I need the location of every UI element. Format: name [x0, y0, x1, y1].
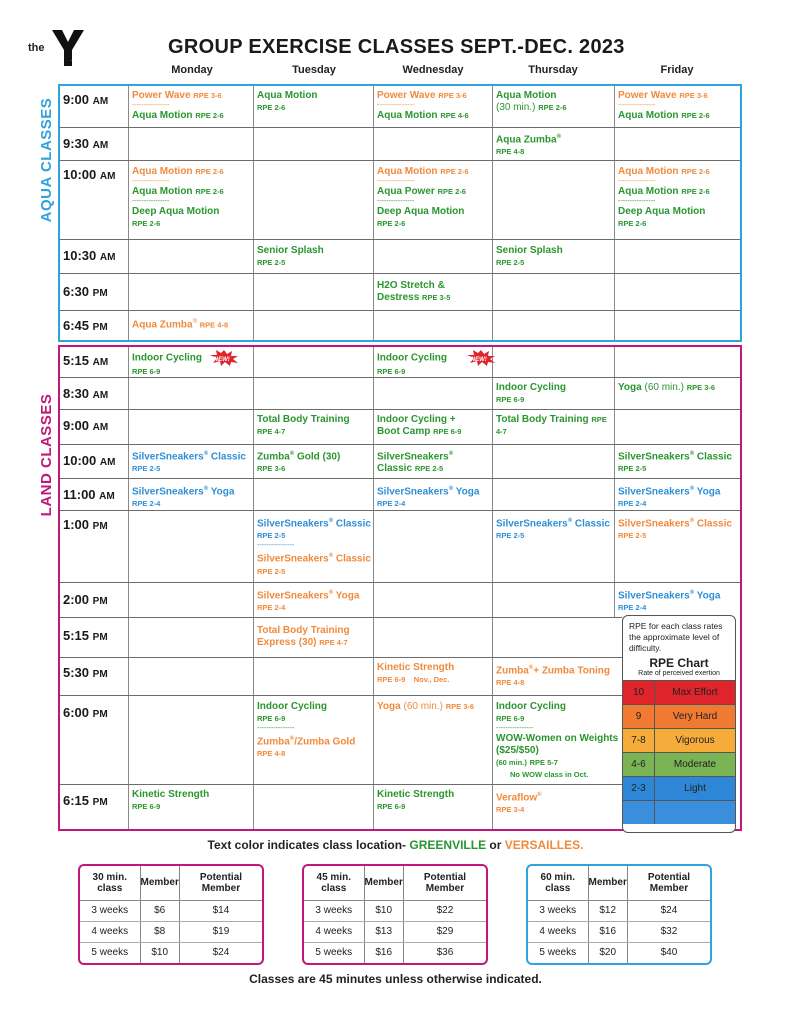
class-cell: Indoor Cycling RPE 6-9 ---------------- WOW-Women on Weights ($25/$50) (60 min.) RPE 5-7 No WOW class in Oct. — [496, 701, 619, 779]
table-row — [528, 921, 710, 942]
time-label: 6:00 PM — [63, 705, 108, 720]
table-row — [528, 942, 710, 963]
rpe-label — [655, 801, 735, 824]
time-label: 9:30 AM — [63, 136, 109, 151]
time-label: 1:00 PM — [63, 517, 108, 532]
rpe-level: 7-8 — [623, 729, 655, 752]
pricing-cell: $36 — [436, 947, 454, 959]
rpe-label: Light — [684, 783, 706, 794]
day-thursday: Thursday — [528, 64, 578, 76]
rpe-label: Moderate — [673, 759, 717, 770]
day-monday: Monday — [171, 64, 213, 76]
grid-line — [60, 160, 740, 161]
rpe-row — [623, 776, 735, 800]
time-label: 5:15 PM — [63, 628, 108, 643]
pricing-cell: $24 — [212, 947, 230, 959]
grid-line — [60, 617, 622, 618]
grid-line — [492, 347, 493, 829]
class-cell: Veraflow® RPE 3-4 — [496, 792, 542, 815]
pricing-header-cell: 45 min. class — [304, 866, 364, 900]
class-cell: Total Body Training Express (30) RPE 4-7 — [257, 625, 350, 648]
table-row — [80, 921, 262, 942]
pricing-header-cell: Member — [588, 866, 627, 900]
grid-line — [60, 310, 740, 311]
grid-line — [60, 239, 740, 240]
time-label: 5:30 PM — [63, 665, 108, 680]
day-tuesday: Tuesday — [292, 64, 336, 76]
class-cell: Indoor Cycling RPE 6-9 ---------------- Zumba®/Zumba Gold RPE 4-8 — [257, 701, 356, 759]
class-cell: Indoor Cycling RPE 6-9 — [496, 382, 566, 404]
pricing-cell: $40 — [660, 947, 678, 959]
time-label: 10:30 AM — [63, 248, 116, 263]
time-label: 9:00 AM — [63, 92, 109, 107]
grid-line — [492, 86, 493, 340]
class-cell: H2O Stretch & Destress RPE 3-5 — [377, 280, 451, 303]
grid-line — [253, 347, 254, 829]
class-cell: SilverSneakers® Classic RPE 2-5 — [496, 518, 610, 541]
pricing-cell: 5 weeks — [528, 942, 588, 963]
pricing-cell: $10 — [140, 942, 179, 963]
duration-footnote: Classes are 45 minutes unless otherwise indicated. — [249, 972, 542, 986]
rpe-level — [623, 801, 655, 824]
class-cell: SilverSneakers® Classic RPE 2-5 — [132, 451, 246, 474]
rpe-label: Very Hard — [672, 711, 718, 722]
grid-line — [373, 86, 374, 340]
pricing-cell: $29 — [403, 921, 486, 942]
class-cell: SilverSneakers® Classic RPE 2-5 — [618, 518, 732, 541]
grid-line — [60, 273, 740, 274]
ymca-y-icon — [50, 28, 86, 68]
pricing-header-cell: 30 min. class — [80, 866, 140, 900]
grid-line — [614, 86, 615, 340]
time-label: 10:00 AM — [63, 453, 116, 468]
rpe-level: 2-3 — [623, 777, 655, 800]
table-row — [304, 942, 486, 963]
rpe-row — [623, 800, 735, 824]
class-cell: SilverSneakers® Yoga RPE 2-4 — [618, 486, 721, 509]
pricing-cell: $13 — [364, 921, 403, 942]
class-cell: Zumba®+ Zumba Toning RPE 4-8 — [496, 665, 610, 688]
time-label: 9:00 AM — [63, 418, 109, 433]
class-cell: Aqua Motion RPE 2-6 — [257, 90, 318, 112]
location-notice: Text color indicates class location- GREENVILLE or VERSAILLES. — [207, 838, 584, 852]
pricing-cell: 4 weeks — [528, 921, 588, 942]
grid-line — [128, 86, 129, 340]
class-cell: Aqua Motion RPE 2-6 ---------------- Aqua Power RPE 2-6 ---------------- Deep Aqua Motion RPE 2-6 — [377, 166, 469, 228]
grid-line — [60, 409, 740, 410]
grid-line — [60, 582, 740, 583]
time-label: 2:00 PM — [63, 592, 108, 607]
pricing-cell: $19 — [179, 921, 262, 942]
pricing-cell: 3 weeks — [528, 900, 588, 921]
grid-line — [60, 784, 622, 785]
logo-ymca-text: YMCA — [70, 49, 79, 63]
pricing-header-cell: Potential Member — [627, 866, 710, 900]
class-cell: Total Body Training RPE 4-7 — [257, 414, 350, 436]
rpe-level: 4-6 — [623, 753, 655, 776]
grid-line — [373, 347, 374, 829]
class-cell: Power Wave RPE 3-6 ---------------- Aqua Motion RPE 2-6 — [132, 90, 224, 121]
class-cell: Total Body Training RPE 4-7 — [496, 414, 607, 436]
pricing-header-cell: Potential Member — [403, 866, 486, 900]
day-friday: Friday — [660, 64, 694, 76]
class-cell: Yoga (60 min.) RPE 3-6 — [618, 382, 716, 393]
rpe-intro-text: RPE for each class rates the approximate level of difficulty. — [629, 621, 723, 653]
pricing-cell: $22 — [403, 900, 486, 921]
rpe-row — [623, 752, 735, 776]
class-cell: SilverSneakers® Yoga RPE 2-4 — [132, 486, 235, 509]
class-cell: Indoor Cycling NEW! RPE 6-9 — [377, 350, 496, 378]
pricing-cell: 5 weeks — [80, 942, 140, 963]
aqua-classes-label: AQUA CLASSES — [38, 97, 55, 223]
rpe-row — [623, 680, 735, 704]
pricing-table-30min — [78, 864, 264, 965]
table-row — [304, 921, 486, 942]
class-cell: SilverSneakers® Yoga RPE 2-4 — [377, 486, 480, 509]
table-row — [528, 900, 710, 921]
time-label: 8:30 AM — [63, 386, 109, 401]
pricing-cell: 4 weeks — [80, 921, 140, 942]
time-label: 5:15 AM — [63, 353, 109, 368]
class-cell: SilverSneakers® Classic RPE 2-5 — [377, 451, 454, 475]
grid-line — [60, 695, 622, 696]
grid-line — [60, 444, 740, 445]
rpe-label: Vigorous — [675, 735, 715, 746]
ymca-logo — [28, 28, 88, 68]
grid-line — [253, 86, 254, 340]
class-cell: Senior Splash RPE 2-5 — [496, 245, 563, 267]
class-cell: Kinetic Strength RPE 6-9 — [377, 789, 455, 811]
rpe-level: 10 — [623, 681, 655, 704]
class-cell: Power Wave RPE 3-6 ---------------- Aqua Motion RPE 2-6 — [618, 90, 710, 121]
class-cell: Zumba® Gold (30) RPE 3-6 — [257, 451, 341, 474]
day-wednesday: Wednesday — [402, 64, 464, 76]
class-cell: Power Wave RPE 3-6 ---------------- Aqua Motion RPE 4-6 — [377, 90, 469, 121]
class-cell: SilverSneakers® Classic RPE 2-5 ---------------- SilverSneakers® Classic RPE 2-5 — [257, 518, 371, 576]
pricing-cell: $12 — [588, 900, 627, 921]
new-badge-icon: NEW! — [466, 350, 496, 366]
class-cell: Kinetic Strength RPE 6-9 Nov., Dec. — [377, 662, 455, 684]
pricing-header-cell: Member — [364, 866, 403, 900]
time-label: 10:00 AM — [63, 167, 116, 182]
time-label: 6:15 PM — [63, 793, 108, 808]
land-classes-label: LAND CLASSES — [38, 393, 55, 517]
class-cell: SilverSneakers® Classic RPE 2-5 — [618, 451, 732, 474]
rpe-row — [623, 728, 735, 752]
class-cell: Yoga (60 min.) RPE 3-6 — [377, 701, 475, 712]
class-cell: Senior Splash RPE 2-5 — [257, 245, 324, 267]
class-cell: Aqua Motion RPE 2-6 ---------------- Aqua Motion RPE 2-6 ---------------- Deep Aqua Motion RPE 2-6 — [618, 166, 710, 228]
grid-line — [60, 127, 740, 128]
pricing-header-cell: 60 min. class — [528, 866, 588, 900]
rpe-chart-card — [622, 615, 736, 833]
class-cell: Aqua Motion RPE 2-6 ---------------- Aqua Motion RPE 2-6 ---------------- Deep Aqua Motion RPE 2-6 — [132, 166, 224, 228]
grid-line — [60, 478, 740, 479]
logo-the-text: the — [28, 42, 45, 54]
pricing-header-cell: Member — [140, 866, 179, 900]
class-cell: Kinetic Strength RPE 6-9 — [132, 789, 210, 811]
table-row — [80, 900, 262, 921]
pricing-table-45min — [302, 864, 488, 965]
class-cell: SilverSneakers® Yoga RPE 2-4 — [257, 590, 360, 613]
pricing-table-60min — [526, 864, 712, 965]
pricing-cell: $20 — [588, 942, 627, 963]
pricing-cell: $14 — [179, 900, 262, 921]
class-cell: Aqua Zumba® RPE 4-8 — [496, 134, 561, 157]
pricing-cell: $16 — [364, 942, 403, 963]
time-label: 6:45 PM — [63, 318, 108, 333]
pricing-cell: 3 weeks — [304, 900, 364, 921]
pricing-header-cell: Potential Member — [179, 866, 262, 900]
class-cell: Indoor Cycling NEW! RPE 6-9 — [132, 350, 239, 378]
grid-line — [128, 347, 129, 829]
table-row — [304, 900, 486, 921]
pricing-cell: $32 — [627, 921, 710, 942]
rpe-label: Max Effort — [672, 687, 718, 698]
rpe-chart-subtitle: Rate of perceived exertion — [638, 670, 720, 677]
grid-line — [60, 657, 622, 658]
pricing-cell: $8 — [140, 921, 179, 942]
table-row — [80, 942, 262, 963]
rpe-row — [623, 704, 735, 728]
class-cell: Indoor Cycling + Boot Camp RPE 6-9 — [377, 414, 462, 437]
time-label: 11:00 AM — [63, 487, 115, 502]
grid-line — [614, 347, 615, 617]
pricing-cell: 5 weeks — [304, 942, 364, 963]
new-badge-icon: NEW! — [209, 350, 239, 366]
pricing-cell: $6 — [140, 900, 179, 921]
pricing-cell: $24 — [627, 900, 710, 921]
pricing-cell: 4 weeks — [304, 921, 364, 942]
pricing-cell: $16 — [588, 921, 627, 942]
class-cell: SilverSneakers® Yoga RPE 2-4 — [618, 590, 721, 613]
rpe-level: 9 — [623, 705, 655, 728]
page-title: GROUP EXERCISE CLASSES SEPT.-DEC. 2023 — [168, 36, 625, 58]
class-cell: Aqua Zumba® RPE 4-8 — [132, 319, 229, 331]
pricing-cell: $10 — [364, 900, 403, 921]
pricing-cell: 3 weeks — [80, 900, 140, 921]
time-label: 6:30 PM — [63, 284, 108, 299]
class-cell: Aqua Motion (30 min.) RPE 2-6 — [496, 90, 567, 113]
rpe-chart-title: RPE Chart — [649, 656, 709, 670]
